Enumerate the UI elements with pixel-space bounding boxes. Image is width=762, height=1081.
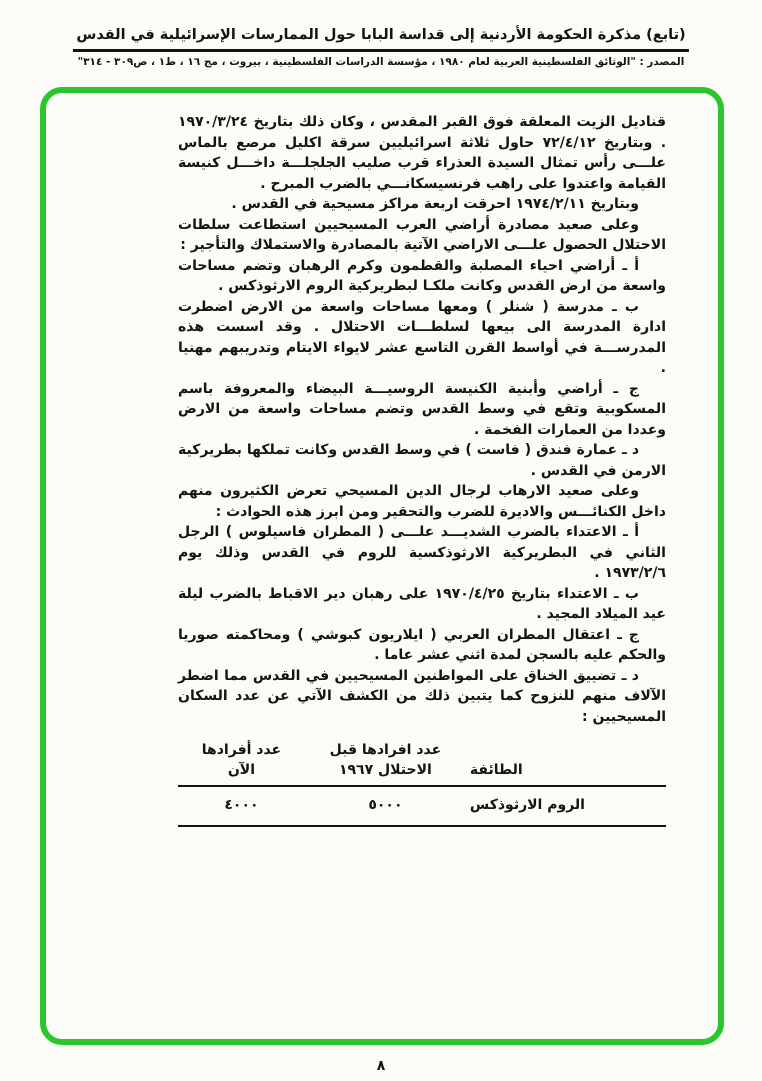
table-header-before-line1: عدد افرادها قبل: [329, 742, 442, 758]
table-header-before-1967: [305, 740, 466, 780]
christian-population-table: [178, 740, 666, 827]
document-title: (تابع) مذكرة الحكومة الأردنية إلى قداسة البابا حول الممارسات الإسرائيلية في القدس: [73, 27, 688, 52]
body-paragraph: وبتاريخ ١٩٧٤/٢/١١ احرقت اربعة مراكز مسيحية في القدس .: [231, 196, 639, 212]
table-header-now-line1: عدد أفرادها: [201, 742, 282, 758]
table-row: [178, 787, 666, 825]
body-paragraph: ج ـ اعتقال المطران العربي ( ايلاريون كبوشي ) ومحاكمته صوريا والحكم عليه بالسجن لمدة اثني عشر عاما .: [178, 626, 666, 663]
body-paragraph: د ـ تضييق الخناق على المواطنين المسيحيين في القدس مما اضطر الآلاف منهم للنزوح كما يتبين ذلك من الكشف الآتي عن عدد السكان المسيحيين :: [178, 667, 666, 725]
table-header-sect: الطائفة: [469, 762, 523, 778]
body-paragraph: أ ـ أراضي احياء المصلبة والقطمون وكرم الرهبان وتضم مساحات واسعة من ارض القدس وكانت ملكـا لبطريركية الروم الارثوذكس .: [178, 257, 666, 294]
table-header-before-line2: الاحتلال ١٩٦٧: [338, 762, 432, 778]
document-body: [46, 93, 718, 827]
table-header-now-line2: الآن: [227, 762, 256, 778]
table-cell-before-1967: ٥٠٠٠: [368, 797, 403, 813]
green-frame-border: [40, 87, 724, 1045]
body-paragraph: ب ـ مدرسة ( شنلر ) ومعها مساحات واسعة من الارض اضطرت ادارة المدرسة الى بيعها لسلطـــات الاحتلال . وقد اسست هذه المدرســـة في أواسط القرن التاسع عشر لايواء الايتام وتدريبهم مهنيا .: [178, 298, 666, 376]
body-paragraph: ب ـ الاعتداء بتاريخ ١٩٧٠/٤/٢٥ على رهبان دير الاقباط بالضرب ليلة عيد الميلاد المجيد .: [178, 585, 666, 622]
body-paragraph: وعلى صعيد مصادرة أراضي العرب المسيحيين استطاعت سلطات الاحتلال الحصول علـــى الاراضي الآتية بالمصادرة والاستملاك والتأجير :: [178, 216, 666, 253]
body-paragraph: ج ـ أراضي وأبنية الكنيسة الروسيـــة البيضاء والمعروفة باسم المسكوبية وتقع في وسط القدس وتضم مساحات واسعة من الارض وعددا من العمارات الفخمة .: [178, 380, 666, 438]
body-paragraph: د ـ عمارة فندق ( فاست ) في وسط القدس وكانت تملكها بطريركية الارمن في القدس .: [178, 442, 666, 479]
body-paragraph: أ ـ الاعتداء بالضرب الشديـــد علـــى ( المطران فاسيلوس ) الرجل الثاني في البطريركية الارثوذكسية للروم في القدس وذلك يوم ١٩٧٣/٢/٦ .: [178, 524, 666, 581]
table-header-now: [178, 740, 305, 780]
body-paragraph: قناديل الزيت المعلقة فوق القبر المقدس ، وكان ذلك بتاريخ ١٩٧٠/٣/٢٤ . وبتاريخ ٧٢/٤/١٢ حاول ثلاثة اسرائيليين سرقة اكليل مرصع بالماس علـــى رأس تمثال السيدة العذراء قرب صليب الجلجلـــة داخـــل كنيسة القيامة واعتدوا على راهب فرنسيسكانـــي بالضرب المبرح .: [178, 114, 667, 192]
page-number: ٨: [376, 1058, 386, 1074]
table-cell-now: ٤٠٠٠: [224, 797, 259, 813]
body-paragraph: وعلى صعيد الارهاب لرجال الدين المسيحي تعرض الكثيرون منهم داخل الكنائـــس والاديرة للضرب والتحقير ومن ابرز هذه الحوادث :: [178, 483, 666, 520]
source-line: المصدر : "الوثائق الفلسطينية العربية لعام ١٩٨٠ ، مؤسسة الدراسات الفلسطينية ، بيروت ، مج ١٦ ، ط١ ، ص٣٠٩ - ٣١٤": [77, 56, 685, 68]
table-cell-sect: الروم الارثوذكس: [469, 797, 585, 813]
table-header-row: [178, 740, 666, 780]
document-header: [0, 0, 762, 68]
table-rule-bottom: [178, 825, 666, 827]
